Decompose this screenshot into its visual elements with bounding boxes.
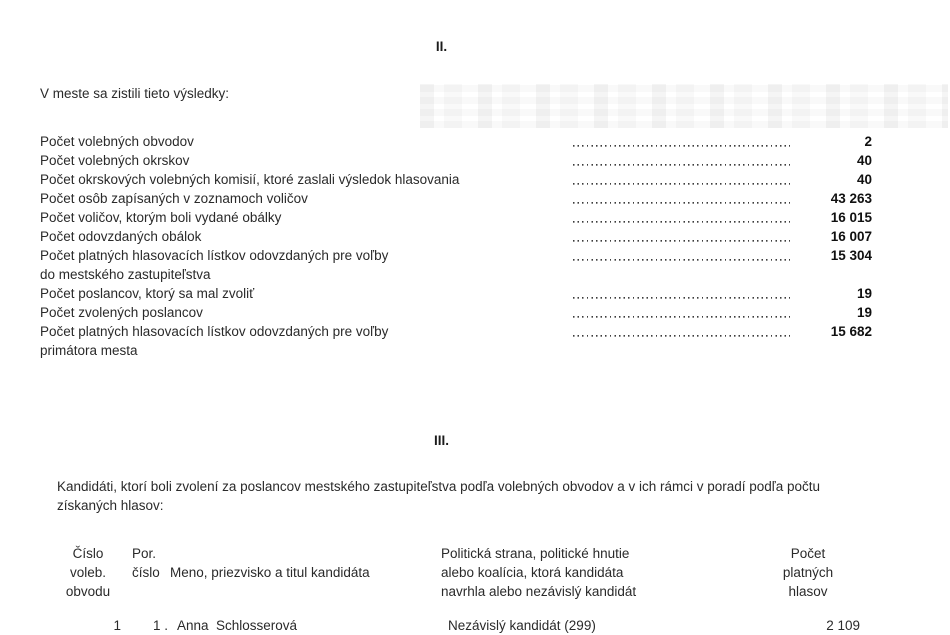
result-row [40, 227, 950, 246]
cell-order-number: 1 . [152, 618, 168, 633]
result-row [40, 132, 950, 151]
result-value: 19 [856, 305, 872, 320]
dotted-leader [573, 284, 790, 303]
result-value: 16 007 [830, 229, 872, 244]
result-value: 19 [856, 286, 872, 301]
header-party-column [441, 544, 691, 601]
header-line: Počet [790, 546, 826, 561]
result-row [40, 208, 950, 227]
header-line: Meno, priezvisko a titul kandidáta [170, 565, 370, 580]
result-label: Počet voličov, ktorým boli vydané obálky [40, 210, 282, 225]
result-value: 43 263 [830, 191, 872, 206]
result-value: 2 [864, 134, 872, 149]
result-label-line: do mestského zastupiteľstva [40, 267, 211, 282]
header-line [170, 544, 441, 563]
result-row [40, 189, 950, 208]
section-iii-intro: Kandidáti, ktorí boli zvolení za poslancov mestského zastupiteľstva podľa volebných obvodov a v ich rámci v poradí podľa počtu získaných hlasov: [57, 479, 820, 513]
header-line: alebo koalícia, ktorá kandidáta [441, 565, 624, 580]
header-line: Por. [132, 546, 157, 561]
header-line: číslo [132, 565, 160, 580]
result-row [40, 284, 950, 303]
result-label-line: Počet platných hlasovacích lístkov odovzdaných pre voľby [40, 324, 389, 339]
result-label: Počet odovzdaných obálok [40, 229, 202, 244]
result-row [40, 170, 950, 189]
result-row [40, 322, 950, 360]
result-label-line: Počet platných hlasovacích lístkov odovzdaných pre voľby [40, 248, 389, 263]
dotted-leader [573, 208, 790, 227]
result-row [40, 246, 950, 284]
result-label: Počet okrskových volebných komisií, ktoré zaslali výsledok hlasovania [40, 172, 460, 187]
result-label: Počet osôb zapísaných v zoznamoch voličov [40, 191, 308, 206]
dotted-leader [573, 303, 790, 322]
result-value: 40 [856, 172, 872, 187]
header-line: Politická strana, politické hnutie [441, 546, 630, 561]
result-label [40, 322, 573, 360]
result-value: 16 015 [830, 210, 872, 225]
header-line: Číslo [72, 546, 104, 561]
cell-candidate-name: Anna Schlosserová [177, 618, 298, 633]
result-value: 15 682 [830, 324, 872, 339]
result-value: 40 [856, 153, 872, 168]
dotted-leader [573, 227, 790, 246]
header-line: navrhla alebo nezávislý kandidát [441, 584, 637, 599]
section-iii-heading: III. [433, 433, 449, 448]
cell-party: Nezávislý kandidát (299) [448, 618, 596, 633]
header-line: voleb. [69, 565, 107, 580]
dotted-leader [573, 189, 790, 208]
section-ii-intro: V meste sa zistili tieto výsledky: [40, 86, 230, 101]
header-line: obvodu [65, 584, 111, 599]
header-votes-column [763, 544, 853, 601]
dotted-leader [573, 170, 790, 189]
table-row [0, 616, 950, 635]
header-name-column [170, 544, 441, 582]
result-label: Počet zvolených poslancov [40, 305, 203, 320]
result-label [40, 246, 573, 284]
cell-votes: 2 109 [826, 618, 860, 633]
result-row [40, 303, 950, 322]
header-order-column [132, 544, 168, 582]
results-list [0, 132, 950, 360]
dotted-leader [573, 132, 790, 151]
result-label: Počet volebných obvodov [40, 134, 194, 149]
result-row [40, 151, 950, 170]
section-ii-heading: II. [435, 39, 448, 54]
dotted-leader [573, 151, 790, 170]
result-label-line: primátora mesta [40, 343, 138, 358]
result-label: Počet volebných okrskov [40, 153, 190, 168]
header-line: hlasov [788, 584, 828, 599]
result-label: Počet poslancov, ktorý sa mal zvoliť [40, 286, 255, 301]
cell-district-number: 1 [113, 618, 121, 633]
header-line: platných [782, 565, 834, 580]
candidates-table-header [0, 544, 950, 601]
header-district-column [55, 544, 121, 601]
result-value: 15 304 [830, 248, 872, 263]
dotted-leader [573, 322, 790, 341]
dotted-leader [573, 246, 790, 265]
